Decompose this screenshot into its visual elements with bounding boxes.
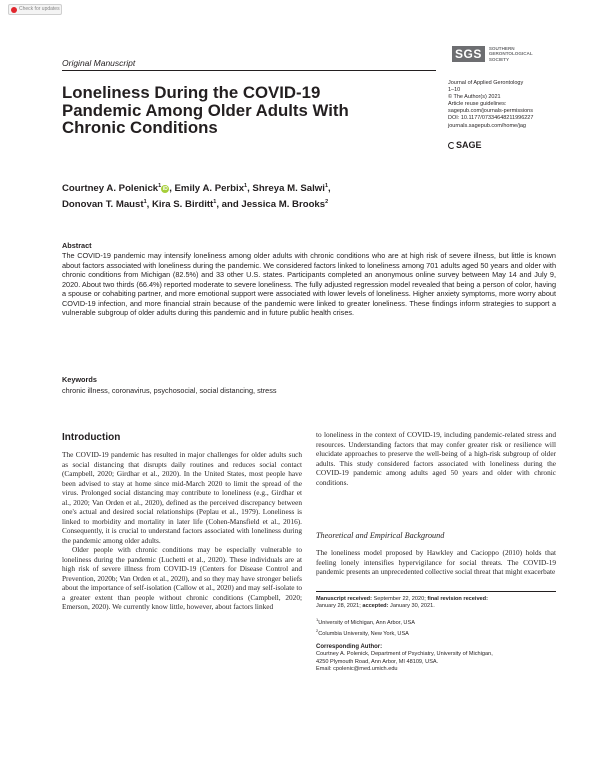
author-name: Courtney A. Polenick bbox=[62, 183, 159, 195]
author-name: , Kira S. Birditt bbox=[146, 198, 214, 210]
manuscript-type: Original Manuscript bbox=[62, 58, 136, 68]
check-for-updates-badge[interactable] bbox=[8, 4, 62, 15]
title-line: Loneliness During the COVID-19 bbox=[62, 83, 321, 102]
society-name-line: GERONTOLOGICAL bbox=[488, 51, 533, 57]
affiliation-marker: 1 bbox=[158, 183, 162, 189]
author-list bbox=[62, 180, 442, 212]
author-line-1 bbox=[62, 180, 442, 196]
paragraph: The loneliness model proposed by Hawkley and Cacioppo (2010) holds that feeling lonely intensifies hypervigilance for social threats. The COVID-19 pandemic presents an unprecedented collective social threat that might exacerbate bbox=[316, 548, 556, 576]
affiliation-marker: 1 bbox=[213, 198, 217, 205]
paragraph: The COVID-19 pandemic has resulted in major challenges for older adults such as social distancing that disrupts daily routines and reduces social contact (Campbell, 2020; Girdhar et al., 2020). In the United States, most people have been advised to stay at home since mid-March 2020 to limit the spread of the virus. Prolonged social distancing may contribute to loneliness (e.g., Girdhar et al., 2020; Van Orden et al., 2020), defined as the perceived discrepancy between one's actual and desired social relationships (Peplau et al., 1979). Loneliness is linked to morbidity and mortality in later life (Cohen-Mansfield et al., 2016). Consequently, it is crucial to understand factors associated with loneliness during the pandemic among older adults. bbox=[62, 450, 302, 545]
affiliation-marker: 1 bbox=[324, 183, 329, 189]
publisher-name: SAGE bbox=[456, 140, 482, 150]
author-name: , Shreya M. Salwi bbox=[247, 183, 325, 195]
author-line-2 bbox=[62, 196, 442, 212]
affiliation: $^2$Columbia University, New York, USA bbox=[316, 627, 409, 637]
title-line: Chronic Conditions bbox=[62, 118, 218, 137]
author-name: Donovan T. Maust bbox=[62, 198, 144, 210]
section-subheading: Theoretical and Empirical Background bbox=[316, 531, 445, 540]
corresponding-author-line: 4250 Plymouth Road, Ann Arbor, MI 48109, USA. bbox=[316, 658, 439, 665]
paragraph: Older people with chronic conditions may be especially vulnerable to loneliness during the pandemic (Luchetti et al., 2020). These individuals are at high risk of severe illness from COVID-19 (Centers for Disease Control and Prevention, 2020b; Van Orden et al., 2020), and so they may have stronger beliefs about the importance of self-isolation (Callow et al., 2020) and may self-isolate to a greater extent than people without chronic conditions (Campbell, 2020; Emerson, 2020). We currently know little, however, about factors linked bbox=[62, 545, 302, 611]
title-line: Pandemic Among Older Adults With bbox=[62, 100, 349, 120]
author-separator: , bbox=[328, 183, 331, 195]
affiliation-marker: 2 bbox=[325, 198, 329, 205]
manuscript-dates-cont: January 28, 2021; accepted: January 30, 2021. bbox=[316, 603, 435, 610]
author-name: , and Jessica M. Brooks bbox=[216, 198, 326, 210]
check-updates-label: Check for updates bbox=[19, 6, 60, 12]
journal-info bbox=[448, 80, 588, 130]
permissions-link[interactable]: sagepub.com/journals-permissions bbox=[448, 108, 533, 115]
copyright: © The Author(s) 2021 bbox=[448, 94, 501, 101]
society-name bbox=[489, 46, 543, 62]
right-column bbox=[316, 430, 556, 487]
society-name-line: SOCIETY bbox=[488, 56, 510, 62]
affiliation-marker: 1 bbox=[244, 183, 248, 189]
corresponding-author-heading: Corresponding Author: bbox=[316, 643, 383, 650]
journal-name: Journal of Applied Gerontology bbox=[448, 80, 524, 86]
journal-pages: 1–10 bbox=[448, 87, 461, 94]
author-name: , Emily A. Perbix bbox=[169, 183, 245, 195]
corresponding-author-line: Courtney A. Polenick, Department of Psychiatry, University of Michigan, bbox=[316, 651, 493, 658]
header-rule bbox=[62, 70, 436, 71]
keywords-heading: Keywords bbox=[62, 375, 97, 384]
society-logo bbox=[452, 46, 543, 62]
introduction-heading: Introduction bbox=[62, 432, 121, 443]
article-title bbox=[62, 84, 422, 137]
theory-column bbox=[316, 548, 556, 577]
affiliation-marker: 1 bbox=[143, 198, 147, 205]
publisher-logo bbox=[448, 140, 482, 150]
orcid-icon[interactable]: iD bbox=[162, 186, 168, 193]
manuscript-dates: Manuscript received: September 22, 2020; final revision received: bbox=[316, 596, 488, 602]
abstract-heading: Abstract bbox=[62, 241, 92, 250]
check-updates-icon bbox=[11, 7, 17, 13]
sage-swirl-icon bbox=[448, 142, 455, 149]
journal-home-link[interactable]: journals.sagepub.com/home/jag bbox=[448, 122, 526, 129]
affiliation: $^1$University of Michigan, Ann Arbor, USA bbox=[316, 616, 415, 626]
footnotes bbox=[316, 596, 556, 673]
society-mark: SGS bbox=[452, 46, 485, 62]
doi[interactable]: DOI: 10.1177/07334648211996227 bbox=[448, 115, 534, 122]
reuse-guidelines-label: Article reuse guidelines: bbox=[448, 101, 507, 108]
paragraph: to loneliness in the context of COVID-19, including pandemic-related stress and resources. Understanding factors that may confer greater risk or resilience will elucidate approaches to preserve the well-being of a high-risk subgroup of older adults. This study considered factors associated with loneliness during the COVID-19 pandemic among adults aged 50 years and older with chronic conditions. bbox=[316, 430, 556, 487]
footnote-rule bbox=[316, 591, 556, 592]
left-column bbox=[62, 450, 302, 612]
society-name-line: SOUTHERN bbox=[488, 46, 515, 52]
abstract-body: The COVID-19 pandemic may intensify loneliness among older adults with chronic conditions who are at high risk of severe illness, but little is known about factors associated with loneliness during the pandemic. We considered factors linked to loneliness among 701 adults aged 50 years and older with chronic conditions from Michigan (82.5%) and 33 other U.S. states. Participants completed an anonymous online survey between May 14 and July 9, 2020. About two thirds (66.4%) reported moderate to severe loneliness. The fully adjusted regression model revealed that being a person of color, having a spouse or cohabiting partner, and more emotional support were associated with lower levels of loneliness. Higher anxiety symptoms, more worry about COVID-19 infection, and more financial strain because of the pandemic were linked to greater loneliness. These findings inform strategies to support a vulnerable subgroup of older adults during this pandemic and in future public health crises. bbox=[62, 251, 556, 317]
corresponding-author-email[interactable]: Email: cpolenic@med.umich.edu bbox=[316, 665, 398, 672]
keywords-body: chronic illness, coronavirus, psychosocial, social distancing, stress bbox=[62, 386, 277, 395]
